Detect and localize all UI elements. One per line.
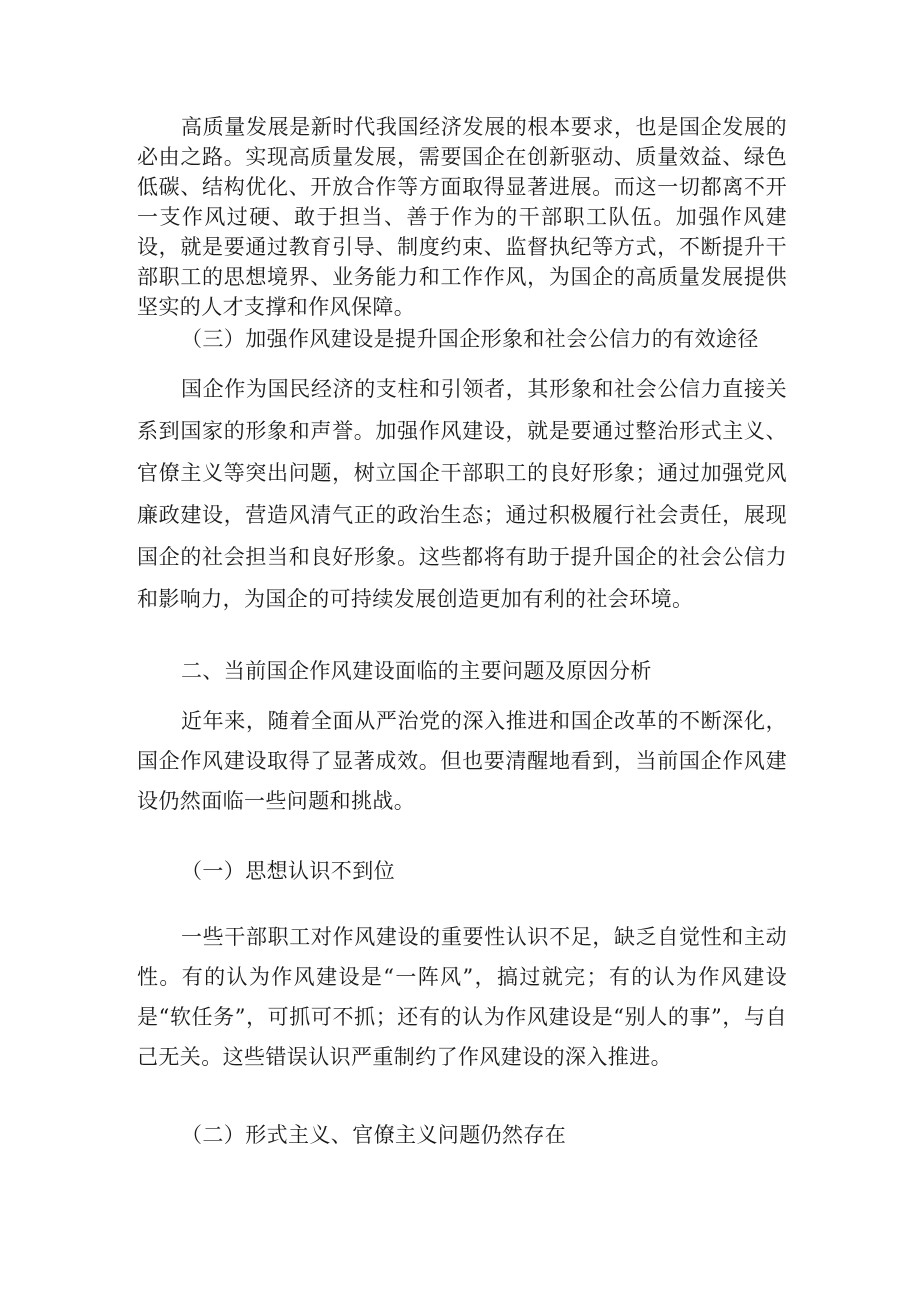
body-paragraph: 一些干部职工对作风建设的重要性认识不足，缺乏自觉性和主动性。有的认为作风建设是“一阵风”，搞过就完；有的认为作风建设是“软任务”，可抓可不抓；还有的认为作风建设是“别人的事”，与自己无关。这些错误认识严重制约了作风建设的深入推进。 [137,925,787,1069]
body-paragraph: 国企作为国民经济的支柱和引领者，其形象和社会公信力直接关系到国家的形象和声誉。加强作风建设，就是要通过整治形式主义、官僚主义等突出问题，树立国企干部职工的良好形象；通过加强党风廉政建设，营造风清气正的政治生态；通过积极履行社会责任，展现国企的社会担当和良好形象。这些都将有助于提升国企的社会公信力和影响力，为国企的可持续发展创造更加有利的社会环境。 [137,377,787,611]
body-paragraph: 近年来，随着全面从严治党的深入推进和国企改革的不断深化，国企作风建设取得了显著成效。但也要清醒地看到，当前国企作风建设仍然面临一些问题和挑战。 [137,709,787,813]
subsection-heading: （二）形式主义、官僚主义问题仍然存在 [181,1123,567,1147]
body-paragraph: 高质量发展是新时代我国经济发展的根本要求，也是国企发展的必由之路。实现高质量发展，需要国企在创新驱动、质量效益、绿色低碳、结构优化、开放合作等方面取得显著进展。而这一切都离不开一支作风过硬、敢于担当、善于作为的干部职工队伍。加强作风建设，就是要通过教育引导、制度约束、监督执纪等方式，不断提升干部职工的思想境界、业务能力和工作作风，为国企的高质量发展提供坚实的人才支撑和作风保障。 [137,115,787,319]
subsection-heading: （一）思想认识不到位 [181,859,395,883]
section-heading: 二、当前国企作风建设面临的主要问题及原因分析 [181,659,652,683]
subsection-heading: （三）加强作风建设是提升国企形象和社会公信力的有效途径 [181,327,759,351]
